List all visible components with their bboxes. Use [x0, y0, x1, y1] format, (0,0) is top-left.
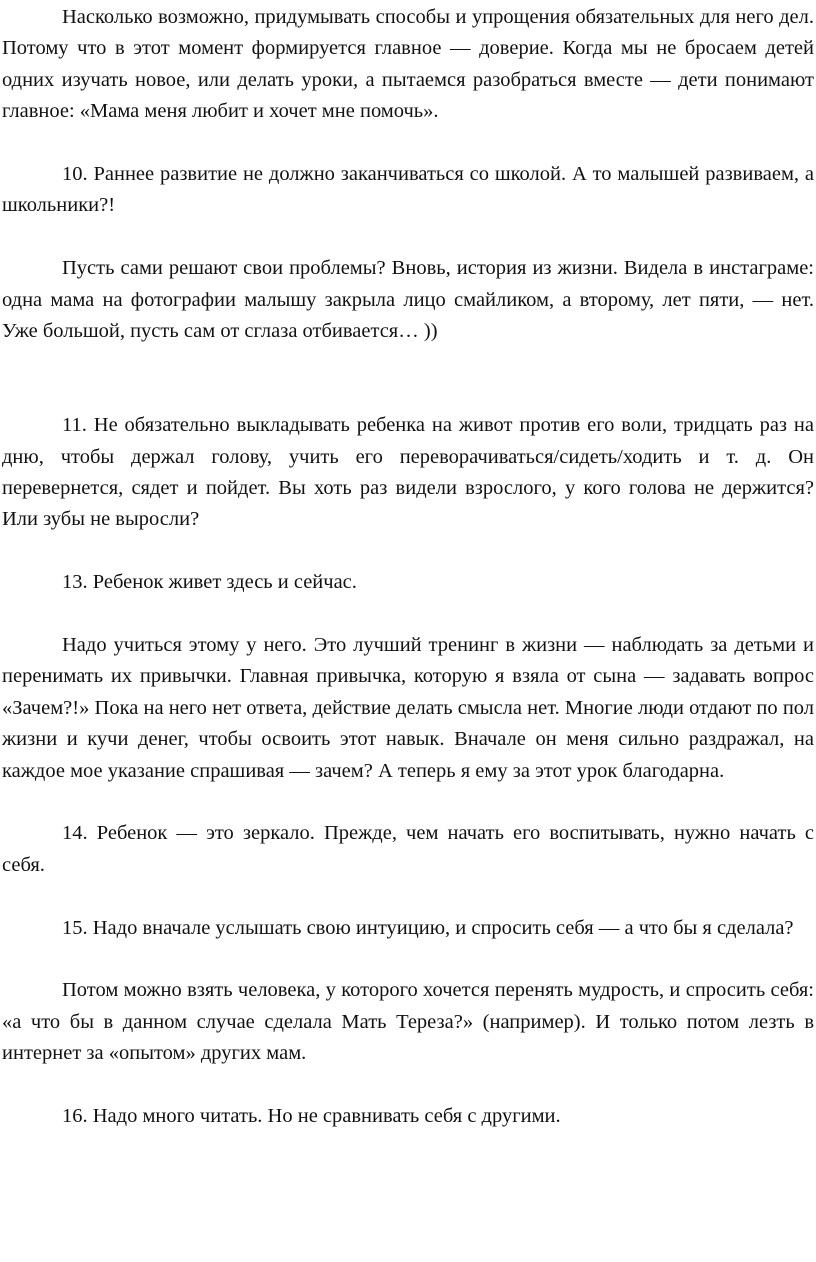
paragraph-item-14: 14. Ребенок — это зеркало. Прежде, чем начать его воспитывать, нужно начать с себя. — [2, 822, 814, 876]
paragraph-item-10: 10. Раннее развитие не должно заканчиваться со школой. А то малышей развиваем, а школьники?! — [2, 163, 814, 217]
paragraph-gap — [2, 222, 814, 253]
paragraph-trust: Насколько возможно, придумывать способы и упрощения обязательных для него дел. Потому что в этот момент формируется главное — доверие. Когда мы не бросаем детей одних изучать новое, или делать уроки, а пытаемся разобраться вместе — дети понимают главное: «Мама меня любит и хочет мне помочь». — [2, 6, 814, 123]
paragraph-gap — [2, 536, 814, 567]
paragraph-why-habit: Надо учиться этому у него. Это лучший тренинг в жизни — наблюдать за детьми и перенимать их привычки. Главная привычка, которую я взяла от сына — задавать вопрос «Зачем?!» Пока на него нет ответа, действие делать смысла нет. Многие люди отдают по пол жизни и кучи денег, чтобы освоить этот навык. Вначале он меня сильно раздражал, на каждое мое указание спрашивая — зачем? А теперь я ему за этот урок благодарна. — [2, 634, 814, 782]
paragraph-gap — [2, 1070, 814, 1101]
paragraph-gap — [2, 944, 814, 975]
paragraph-gap — [2, 128, 814, 159]
paragraph-gap — [2, 881, 814, 912]
paragraph-gap — [2, 599, 814, 630]
paragraph-item-15: 15. Надо вначале услышать свою интуицию, и спросить себя — а что бы я сделала? — [62, 916, 794, 939]
paragraph-item-16: 16. Надо много читать. Но не сравнивать себя с другими. — [62, 1105, 561, 1128]
paragraph-wisdom: Потом можно взять человека, у которого хочется перенять мудрость, и спросить себя: «а что бы в данном случае сделала Мать Тереза?» (например). И только потом лезть в интернет за «опытом» других мам. — [2, 979, 814, 1065]
paragraph-item-11: 11. Не обязательно выкладывать ребенка на живот против его воли, тридцать раз на дню, чтобы держал голову, учить его переворачиваться/сидеть/ходить и т. д. Он перевернется, сядет и пойдет. Вы хоть раз видели взрослого, у кого голова не держится? Или зубы не выросли? — [2, 414, 814, 531]
paragraph-gap — [2, 787, 814, 818]
paragraph-gap-double — [2, 347, 814, 410]
paragraph-instagram-story: Пусть сами решают свои проблемы? Вновь, история из жизни. Видела в инстаграме: одна мама на фотографии малышу закрыла лицо смайликом, а второму, лет пяти, — нет. Уже большой, пусть сам от сглаза отбивается… )) — [2, 257, 814, 343]
paragraph-item-13: 13. Ребенок живет здесь и сейчас. — [62, 571, 357, 594]
